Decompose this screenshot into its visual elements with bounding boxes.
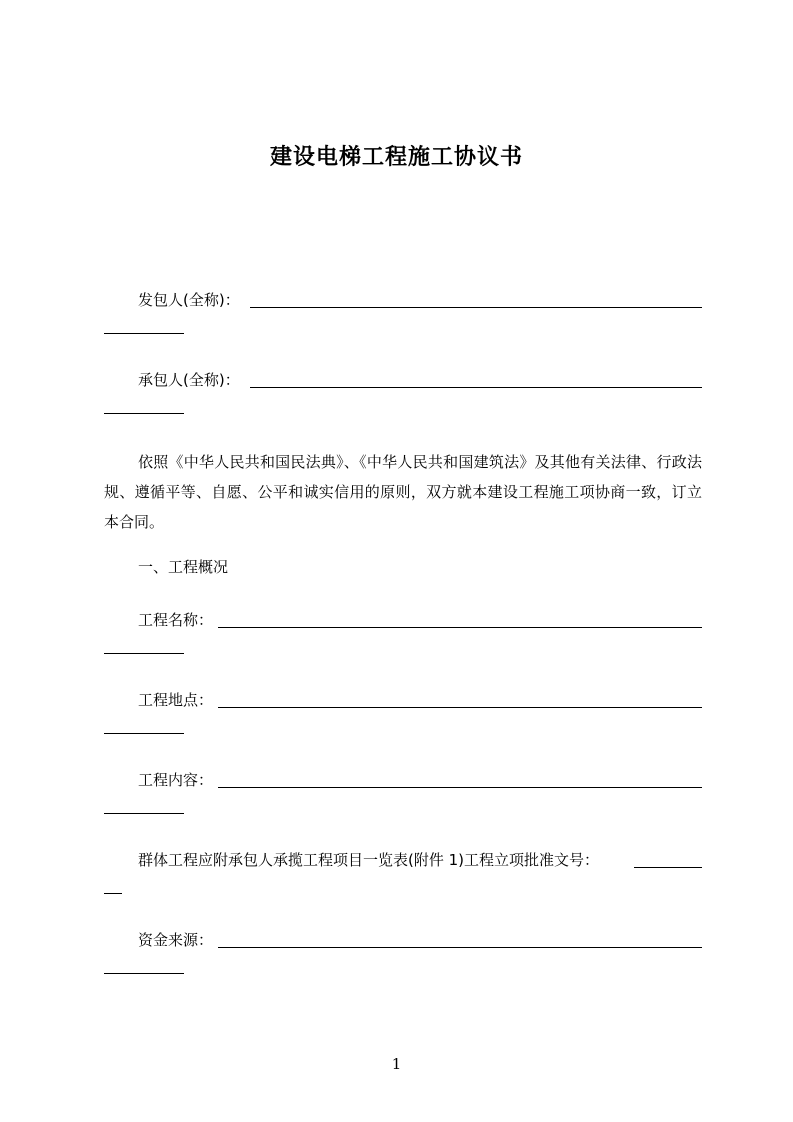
project-location-label: 工程地点： bbox=[138, 691, 214, 709]
section-heading-project-overview: 一、工程概况 bbox=[138, 558, 229, 576]
employer-input-line-continued[interactable] bbox=[104, 333, 184, 334]
contractor-label: 承包人(全称)： bbox=[138, 371, 240, 389]
project-name-input-line-continued[interactable] bbox=[104, 653, 184, 654]
approval-number-input-line[interactable] bbox=[634, 867, 702, 868]
employer-input-line[interactable] bbox=[250, 307, 702, 308]
project-content-label: 工程内容： bbox=[138, 771, 214, 789]
preamble-paragraph: 依照《中华人民共和国民法典》、《中华人民共和国建筑法》及其他有关法律、行政法规、遵循平等、自愿、公平和诚实信用的原则，双方就本建设工程施工项协商一致，订立本合同。 bbox=[104, 453, 702, 531]
contractor-input-line[interactable] bbox=[250, 387, 702, 388]
approval-number-label: 群体工程应附承包人承揽工程项目一览表(附件 1)工程立项批准文号： bbox=[138, 851, 600, 869]
project-name-input-line[interactable] bbox=[218, 627, 702, 628]
contractor-input-line-continued[interactable] bbox=[104, 413, 184, 414]
document-title: 建设电梯工程施工协议书 bbox=[269, 145, 523, 170]
project-content-input-line[interactable] bbox=[218, 787, 702, 788]
project-location-input-line-continued[interactable] bbox=[104, 733, 184, 734]
page-number: 1 bbox=[391, 1055, 402, 1073]
funding-source-label: 资金来源： bbox=[138, 931, 214, 949]
approval-number-input-line-continued[interactable] bbox=[104, 893, 122, 894]
funding-source-input-line-continued[interactable] bbox=[104, 973, 184, 974]
employer-label: 发包人(全称)： bbox=[138, 291, 240, 309]
project-content-input-line-continued[interactable] bbox=[104, 813, 184, 814]
project-location-input-line[interactable] bbox=[218, 707, 702, 708]
project-name-label: 工程名称： bbox=[138, 611, 214, 629]
funding-source-input-line[interactable] bbox=[218, 947, 702, 948]
